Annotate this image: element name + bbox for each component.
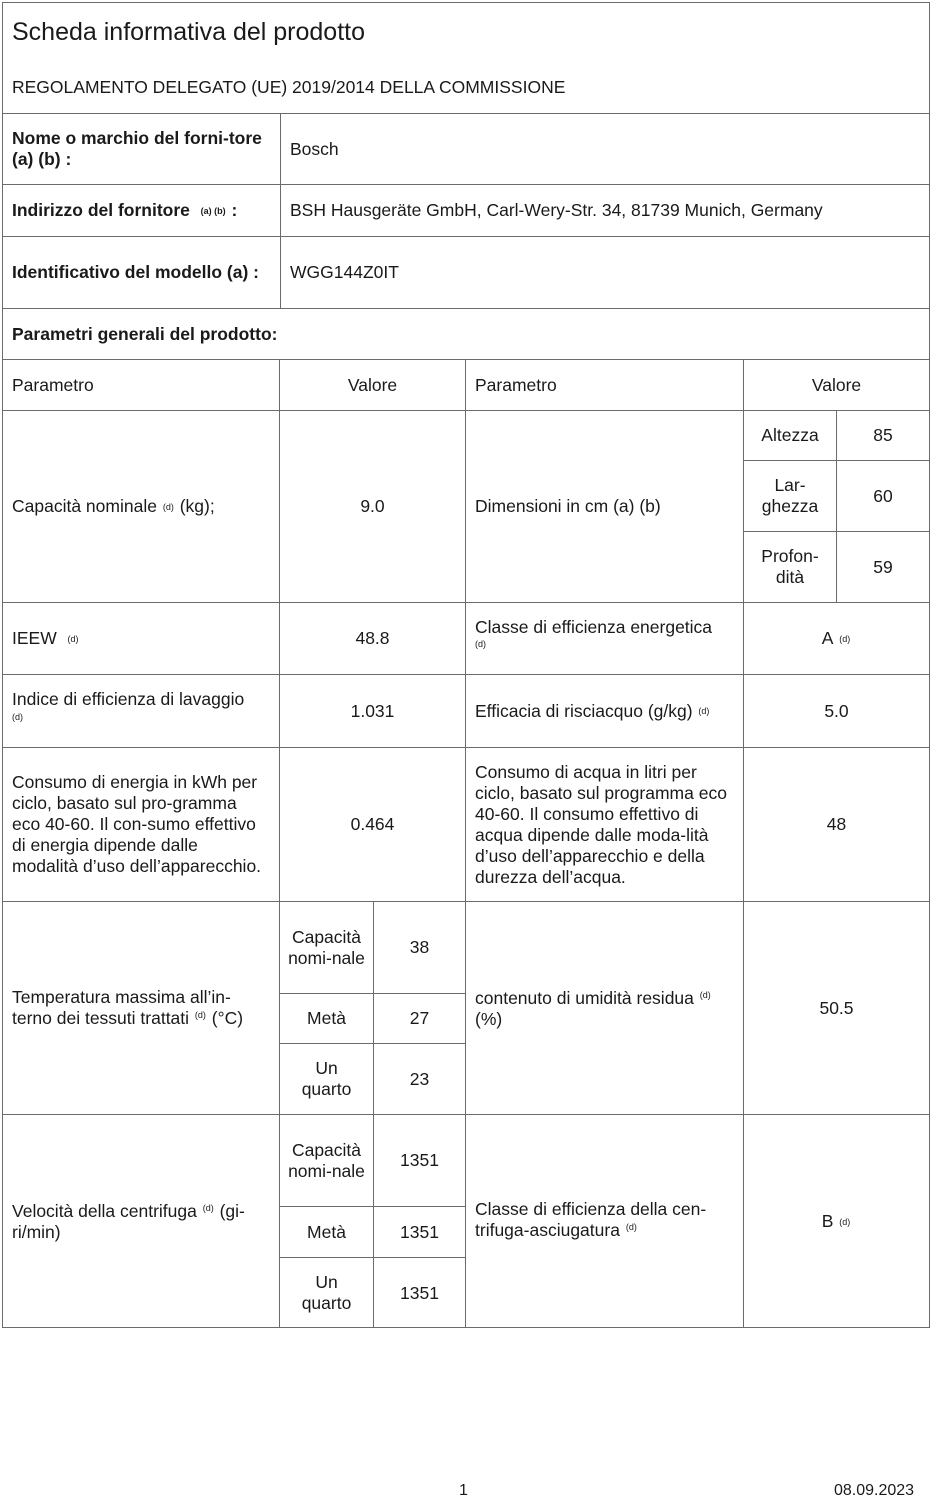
spin-half-value: 1351 — [400, 1221, 439, 1242]
spin-half-label: Metà — [307, 1221, 346, 1242]
spin-quarter-value: 1351 — [400, 1282, 439, 1303]
spin-drying-class-label — [466, 1115, 743, 1328]
washing-efficiency-text: Indice di efficienza di lavaggio — [12, 689, 245, 709]
temp-half-label: Metà — [307, 1008, 346, 1028]
max-temperature-label — [3, 902, 279, 1114]
spin-nominal-label: Capacità nomi-nale — [288, 1139, 365, 1181]
temp-quarter-value: 23 — [409, 1068, 430, 1089]
note-d: (d) — [194, 1010, 206, 1020]
washing-efficiency-value: 1.031 — [350, 700, 395, 721]
energy-consumption-value: 0.464 — [350, 814, 395, 834]
spin-drying-class-value: B (d) — [821, 1211, 851, 1231]
spin-nominal-value: 1351 — [400, 1150, 439, 1170]
height-label: Altezza — [761, 425, 819, 445]
note-d: (d) — [12, 712, 23, 722]
water-consumption-value: 48 — [826, 814, 847, 834]
temp-quarter-label: Un quarto — [301, 1058, 352, 1099]
temp-nominal-label: Capacità nomi-nale — [288, 926, 365, 968]
rated-capacity-text: Capacità nominale — [12, 496, 157, 516]
regulation-reference: REGOLAMENTO DELEGATO (UE) 2019/2014 DELLA COMMISSIONE — [12, 76, 566, 97]
spin-drying-class-letter: B — [821, 1211, 834, 1231]
energy-class-label — [466, 603, 743, 674]
supplier-address-value: BSH Hausgeräte GmbH, Carl-Wery-Str. 34, 81739 Munich, Germany — [290, 200, 823, 220]
ieew-text: IEEW — [12, 628, 57, 648]
rinsing-effectiveness-text: Efficacia di risciacquo (g/kg) — [475, 700, 693, 721]
column-header-parameter: Parametro — [12, 374, 94, 395]
model-identifier-label: Identificativo del modello (a) : — [12, 262, 259, 282]
note-d: (d) — [699, 990, 711, 1000]
width-label: Lar-ghezza — [761, 475, 819, 516]
supplier-address-text: Indirizzo del fornitore — [12, 200, 190, 220]
ieew-value: 48.8 — [355, 628, 390, 648]
document-date: 08.09.2023 — [834, 1482, 915, 1499]
rinsing-effectiveness-value: 5.0 — [824, 700, 849, 721]
model-identifier-value: WGG144Z0IT — [290, 262, 399, 282]
supplier-address-label: Indirizzo del fornitore (a) (b) : — [12, 200, 238, 220]
supplier-name-value: Bosch — [290, 138, 339, 159]
energy-class-letter: A — [821, 628, 834, 648]
temp-nominal-value: 38 — [409, 937, 430, 957]
energy-class-text: Classe di efficienza energetica — [475, 617, 713, 637]
spin-drying-class-line-1: Classe di efficienza della cen- — [475, 1199, 707, 1219]
note-d: (d) — [475, 639, 486, 649]
residual-moisture-unit: (%) — [475, 1009, 503, 1029]
max-temperature-line-1: Temperatura massima all’in- — [12, 987, 231, 1007]
column-header-value: Valore — [347, 374, 398, 395]
residual-moisture-label — [466, 902, 743, 1114]
dimensions-label: Dimensioni in cm (a) (b) — [475, 496, 661, 516]
washing-efficiency-label — [3, 675, 279, 747]
spin-speed-unit: (gi- — [219, 1201, 245, 1221]
column-header-value-2: Valore — [811, 374, 862, 395]
water-consumption-label: Consumo di acqua in litri per ciclo, basato sul programma eco 40-60. Il consumo effettivo di acqua dipende dalle moda-lità d’uso dell’apparecchio e della durezza dell’acqua. — [475, 761, 727, 887]
height-value: 85 — [873, 425, 893, 445]
depth-value: 59 — [873, 556, 893, 577]
rated-capacity-unit: (kg); — [179, 496, 215, 516]
energy-consumption-label: Consumo di energia in kWh per ciclo, basato sul pro-gramma eco 40-60. Il con-sumo effettivo di energia dipende dalle modalità d’uso dell’apparecchio. — [12, 772, 262, 876]
ieew-label: IEEW (d) — [12, 628, 79, 648]
spin-drying-class-line-2: trifuga-asciugatura — [475, 1220, 620, 1240]
rated-capacity-label: Capacità nominale (d) (kg); — [12, 496, 215, 516]
energy-class-value: A (d) — [821, 628, 851, 648]
note-d: (d) — [625, 1222, 637, 1232]
rinsing-effectiveness-label: Efficacia di risciacquo (g/kg) (d) — [475, 700, 710, 721]
general-parameters-title: Parametri generali del prodotto: — [12, 323, 278, 344]
supplier-name-label: Nome o marchio del forni-tore (a) (b) : — [12, 128, 262, 169]
max-temperature-unit: (°C) — [211, 1008, 244, 1028]
spin-quarter-label: Un quarto — [301, 1272, 352, 1313]
max-temperature-line-2: terno dei tessuti trattati — [12, 1008, 190, 1028]
page-title: Scheda informativa del prodotto — [12, 17, 365, 46]
temp-half-value: 27 — [409, 1008, 430, 1028]
page-number: 1 — [459, 1482, 468, 1499]
rated-capacity-value: 9.0 — [360, 496, 385, 516]
supplier-address-colon: : — [231, 200, 238, 220]
spin-speed-line-2: ri/min) — [12, 1222, 61, 1242]
spin-speed-line-1: Velocità della centrifuga — [12, 1201, 197, 1221]
depth-label: Profon-dità — [761, 546, 819, 587]
residual-moisture-value: 50.5 — [819, 997, 854, 1018]
spin-speed-label — [3, 1115, 279, 1328]
residual-moisture-text: contenuto di umidità residua — [475, 988, 694, 1008]
column-header-parameter-2: Parametro — [475, 374, 557, 395]
width-value: 60 — [873, 485, 893, 506]
note-d: (d) — [202, 1203, 214, 1213]
